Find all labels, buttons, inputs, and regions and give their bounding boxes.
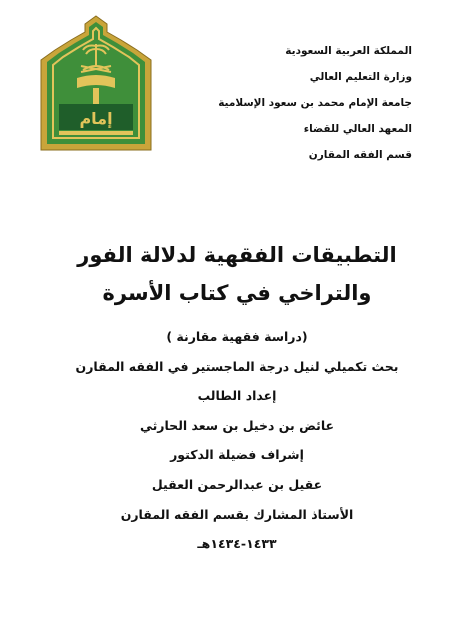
study-type: (دراسة فقهية مقارنة ) (166, 329, 308, 344)
header-country: المملكة العربية السعودية (285, 45, 412, 57)
thesis-title (40, 236, 434, 312)
title-line-1: التطبيقات الفقهية لدلالة الفور (77, 243, 397, 267)
supervision-label: إشراف فضيلة الدكتور (170, 447, 304, 463)
degree-statement: بحث تكميلي لنيل درجة الماجستير في الفقه المقارن (75, 358, 399, 374)
header-university: جامعة الإمام محمد بن سعود الإسلامية (218, 97, 412, 109)
header-ministry: وزارة التعليم العالي (309, 71, 412, 83)
student-name: عائض بن دخيل بن سعد الحارثي (139, 417, 335, 433)
title-line-2: والتراخي في كتاب الأسرة (102, 281, 372, 305)
prepared-by-label: إعداد الطالب (197, 388, 277, 404)
supervisor-name: عقيل بن عبدالرحمن العقيل (151, 476, 323, 492)
header-department: قسم الفقه المقارن (308, 149, 412, 161)
svg-text:إمام: إمام (79, 109, 113, 128)
logo-emblem-icon (37, 14, 155, 154)
institution-header (212, 38, 412, 168)
thesis-details (20, 322, 454, 559)
academic-year: ١٤٣٣-١٤٣٤هـ (197, 536, 277, 552)
supervisor-title: الأستاذ المشارك بقسم الفقه المقارن (120, 506, 354, 522)
university-logo (37, 14, 155, 154)
header-institute: المعهد العالي للقضاء (303, 123, 412, 135)
